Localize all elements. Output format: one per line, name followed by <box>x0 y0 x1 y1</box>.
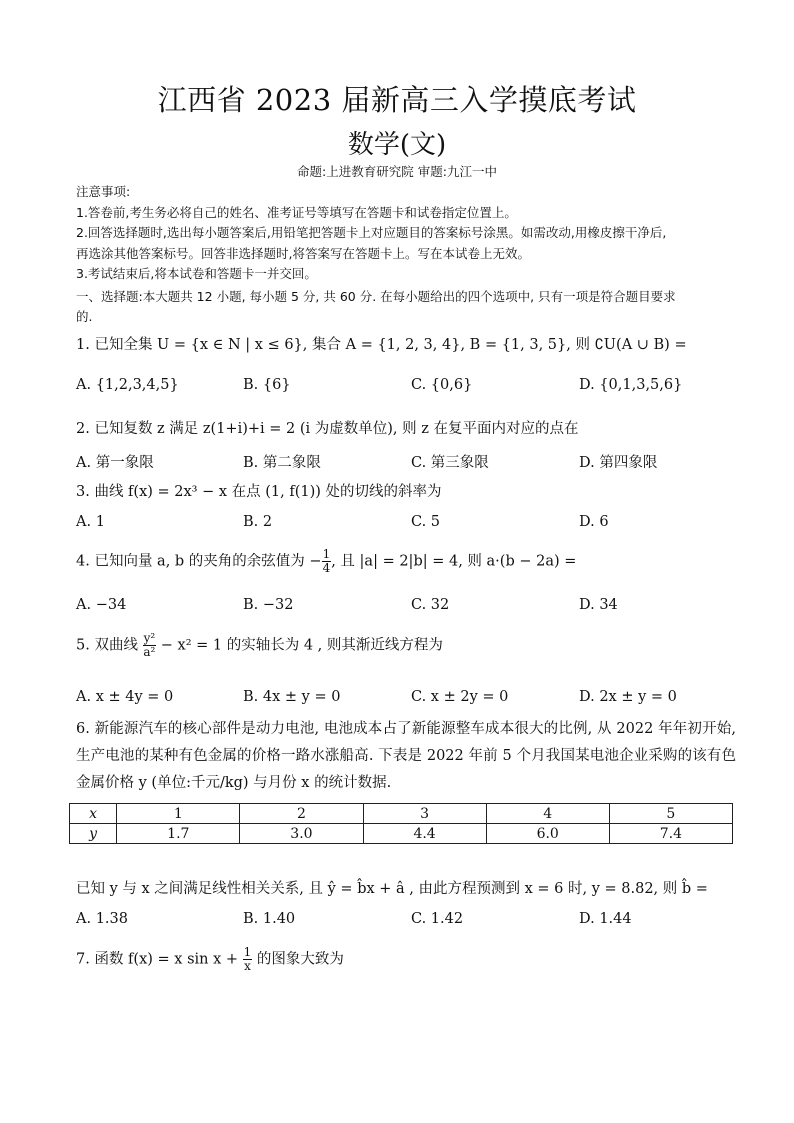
option-a[interactable]: A. 1 <box>76 514 105 530</box>
question-2-options <box>76 451 736 471</box>
question-5-stem <box>76 632 736 659</box>
table-cell: 3 <box>363 804 486 824</box>
table-header-cell: y <box>70 824 117 844</box>
fraction-numerator: y² <box>143 631 156 645</box>
fraction-denominator: a² <box>143 645 156 659</box>
fraction-numerator: 1 <box>322 547 331 561</box>
option-d[interactable]: D. 1.44 <box>579 911 632 927</box>
option-a[interactable]: A. {1,2,3,4,5} <box>76 377 179 393</box>
fraction <box>143 632 157 659</box>
fraction-denominator: x <box>244 959 251 973</box>
instruction-item: 2.回答选择题时,选出每小题答案后,用铅笔把答题卡上对应题目的答案标号涂黑。如需改动,用橡皮擦干净后, <box>76 225 667 240</box>
question-3-options <box>76 514 736 534</box>
question-7-stem <box>76 946 736 973</box>
question-4-options <box>76 597 736 617</box>
option-d[interactable]: D. 2x ± y = 0 <box>579 689 677 705</box>
table-cell: 1.7 <box>117 824 240 844</box>
stem-text: 的图象大致为 <box>252 951 344 968</box>
question-1-stem: 1. 已知全集 U = {x ∈ N | x ≤ 6}, 集合 A = {1, 2, 3, 4}, B = {1, 3, 5}, 则 ∁U(A ∪ B) = <box>76 337 687 353</box>
question-6-stem: 已知 y 与 x 之间满足线性相关关系, 且 ŷ = b̂x + â , 由此方程预测到 x = 6 时, y = 8.82, 则 b̂ = <box>76 881 708 897</box>
table-cell: 4 <box>486 804 609 824</box>
table-header-cell: x <box>70 804 117 824</box>
instruction-item: 3.考试结束后,将本试卷和答题卡一并交回。 <box>76 266 317 281</box>
option-d[interactable]: D. 34 <box>579 597 618 613</box>
section-heading-line: 一、选择题:本大题共 12 小题, 每小题 5 分, 共 60 分. 在每小题给出的四个选项中, 只有一项是符合题目要求 <box>76 289 676 304</box>
stem-text: , 且 |a| = 2|b| = 4, 则 a·(b − 2a) = <box>331 553 577 570</box>
option-a[interactable]: A. −34 <box>76 597 127 613</box>
question-6-options <box>76 911 736 931</box>
price-table <box>69 803 733 844</box>
section-heading-line: 的. <box>76 309 93 324</box>
fraction-denominator: 4 <box>322 561 331 575</box>
option-d[interactable]: D. 第四象限 <box>579 455 658 471</box>
option-b[interactable]: B. 第二象限 <box>243 455 321 471</box>
fraction <box>243 946 253 973</box>
instructions-heading: 注意事项: <box>76 184 131 199</box>
table-cell: 1 <box>117 804 240 824</box>
question-1-options <box>76 377 736 397</box>
table-cell: 6.0 <box>486 824 609 844</box>
option-a[interactable]: A. x ± 4y = 0 <box>76 689 174 705</box>
stem-text: 7. 函数 f(x) = x sin x + <box>76 951 243 968</box>
exam-subtitle: 数学(文) <box>347 130 447 160</box>
table-cell: 4.4 <box>363 824 486 844</box>
instructions <box>76 182 736 285</box>
option-d[interactable]: D. {0,1,3,5,6} <box>579 377 683 393</box>
option-c[interactable]: C. x ± 2y = 0 <box>411 689 509 705</box>
instruction-item: 再选涂其他答案标号。回答非选择题时,将答案写在答题卡上。写在本试卷上无效。 <box>76 245 530 261</box>
question-2-stem: 2. 已知复数 z 满足 z(1+i)+i = 2 (i 为虚数单位), 则 z 在复平面内对应的点在 <box>76 421 579 437</box>
exam-title: 江西省 2023 届新高三入学摸底考试 <box>157 83 637 117</box>
option-c[interactable]: C. {0,6} <box>411 377 473 393</box>
option-b[interactable]: B. {6} <box>243 377 291 393</box>
option-c[interactable]: C. 第三象限 <box>411 455 489 471</box>
option-c[interactable]: C. 32 <box>411 597 450 613</box>
option-a[interactable]: A. 第一象限 <box>76 455 154 471</box>
question-3-stem: 3. 曲线 f(x) = 2x³ − x 在点 (1, f(1)) 处的切线的斜率为 <box>76 484 442 500</box>
section-heading <box>76 287 736 327</box>
table-cell: 7.4 <box>609 824 732 844</box>
option-c[interactable]: C. 5 <box>411 514 441 530</box>
instruction-item: 1.答卷前,考生务必将自己的姓名、准考证号等填写在答题卡和试卷指定位置上。 <box>76 204 517 220</box>
table-cell: 2 <box>240 804 363 824</box>
table-cell: 5 <box>609 804 732 824</box>
question-4-stem <box>76 548 736 575</box>
table-row <box>70 804 733 824</box>
option-b[interactable]: B. −32 <box>243 597 294 613</box>
option-b[interactable]: B. 1.40 <box>243 911 296 927</box>
option-b[interactable]: B. 4x ± y = 0 <box>243 689 341 705</box>
stem-text: − x² = 1 的实轴长为 4 , 则其渐近线方程为 <box>156 637 443 654</box>
question-5-options <box>76 689 736 709</box>
stem-text: 5. 双曲线 <box>76 637 143 654</box>
option-d[interactable]: D. 6 <box>579 514 609 530</box>
fraction-numerator: 1 <box>243 945 252 959</box>
table-row <box>70 824 733 844</box>
table-cell: 3.0 <box>240 824 363 844</box>
fraction <box>322 548 332 575</box>
option-c[interactable]: C. 1.42 <box>411 911 464 927</box>
stem-text: 4. 已知向量 a, b 的夹角的余弦值为 − <box>76 553 322 570</box>
option-a[interactable]: A. 1.38 <box>76 911 128 927</box>
question-6-paragraph: 6. 新能源汽车的核心部件是动力电池, 电池成本占了新能源整车成本很大的比例, 从 2022 年年初开始, 生产电池的某种有色金属的价格一路水涨船高. 下表是 2022 年前 5 个月我国某电池企业采购的该有色金属价格 y (单位:千元/kg) 与月份 x 的统计数据. <box>76 721 736 791</box>
option-b[interactable]: B. 2 <box>243 514 273 530</box>
exam-byline: 命题:上进教育研究院 审题:九江一中 <box>297 164 497 179</box>
